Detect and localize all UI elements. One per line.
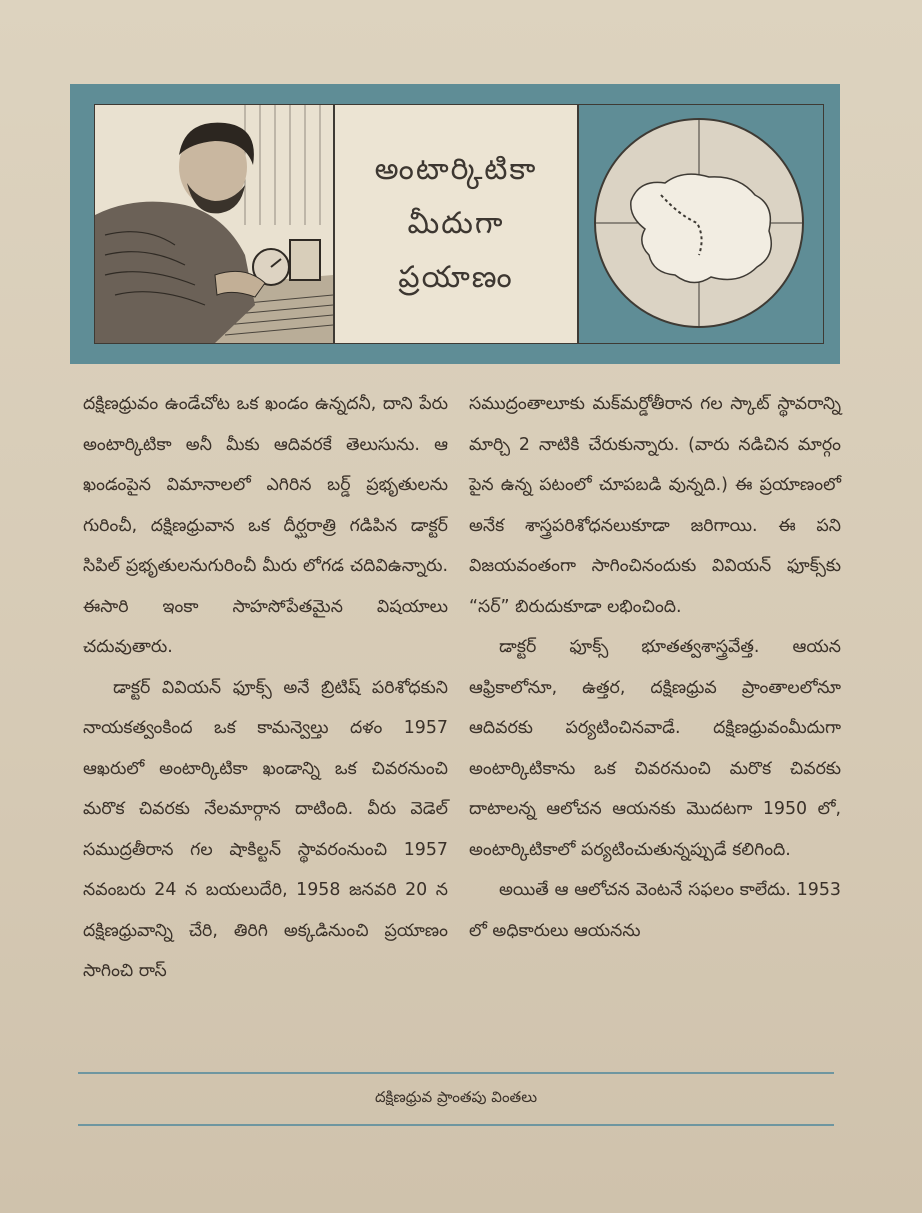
- right-paragraph-1: సముద్రంతాలూకు మక్‌మర్డోతీరాన గల స్కాట్ స్థావరాన్ని మార్చి 2 నాటికి చేరుకున్నారు. (వారు నడిచిన మార్గం పైన ఉన్న పటంలో చూపబడి వున్నది.) ఈ ప్రయాణంలో అనేక శాస్త్రపరిశోధనలుకూడా జరిగాయి. ఈ పని విజయవంతంగా సాగించినందుకు వివియన్ ఫూక్స్‌కు “సర్” బిరుదుకూడా లభించింది.: [469, 394, 841, 617]
- header-banner: [70, 84, 840, 364]
- title-line-2: మీదుగా: [407, 206, 505, 241]
- left-paragraph-2: డాక్టర్ వివియన్ ఫూక్స్ అనే బ్రిటిష్ పరిశోధకుని నాయకత్వంకింద ఒక కామన్వెల్తు దళం 1957 ఆఖరులో అంటార్కిటికా ఖండాన్ని ఒక చివరనుంచి మరొక చివరకు నేలమార్గాన దాటింది. వీరు వెడెల్ సముద్రతీరాన గల షాకిల్టన్ స్థావరంనుంచి 1957 నవంబరు 24 న బయలుదేరి, 1958 జనవరి 20 న దక్షిణధ్రువాన్ని చేరి, తిరిగి అక్కడినుంచి ప్రయాణం సాగించి రాస్: [83, 677, 448, 981]
- footer-bottom-rule: [78, 1124, 834, 1126]
- antarctica-map-icon: [578, 104, 824, 344]
- right-paragraph-2: డాక్టర్ ఫూక్స్ భూతత్వశాస్త్రవేత్త. ఆయన ఆఫ్రికాలోనూ, ఉత్తర, దక్షిణధ్రువ ప్రాంతాలలోనూ ఆదివరకు పర్యటించినవాడే. దక్షిణధ్రువంమీదుగా అంటార్కిటికాను ఒక చివరనుంచి మరొక చివరకు దాటాలన్న ఆలోచన ఆయనకు మొదటగా 1950 లో, అంటార్కిటికాలో పర్యటించుతున్నప్పుడే కలిగింది.: [469, 637, 841, 860]
- man-with-instrument-illustration: [94, 104, 334, 344]
- right-column: [469, 384, 841, 951]
- title-line-3: ప్రయాణం: [398, 260, 514, 295]
- left-column: [83, 384, 448, 992]
- footer-top-rule: [78, 1072, 834, 1074]
- title-line-1: అంటార్కిటికా: [374, 152, 538, 187]
- right-paragraph-3: అయితే ఆ ఆలోచన వెంటనే సఫలం కాలేదు. 1953 లో అధికారులు ఆయనను: [469, 880, 841, 941]
- footer-text: దక్షిణధ్రువ ప్రాంతపు వింతలు: [374, 1088, 538, 1106]
- antarctica-map-drawing: [579, 105, 823, 343]
- left-paragraph-1: దక్షిణధ్రువం ఉండేచోట ఒక ఖండం ఉన్నదనీ, దాని పేరు అంటార్కిటికా అనీ మీకు ఆదివరకే తెలుసును. ఆ ఖండంపైన విమానాలలో ఎగిరిన బర్డ్ ప్రభృతులను గురించీ, దక్షిణధ్రువాన ఒక దీర్ఘరాత్రి గడిపిన డాక్టర్ సిపిల్ ప్రభృతులనుగురించీ మీరు లోగడ చదివిఉన్నారు. ఈసారి ఇంకా సాహసోపేతమైన విషయాలు చదువుతారు.: [83, 394, 448, 657]
- man-illustration-drawing: [95, 105, 333, 343]
- title-box: [334, 104, 578, 344]
